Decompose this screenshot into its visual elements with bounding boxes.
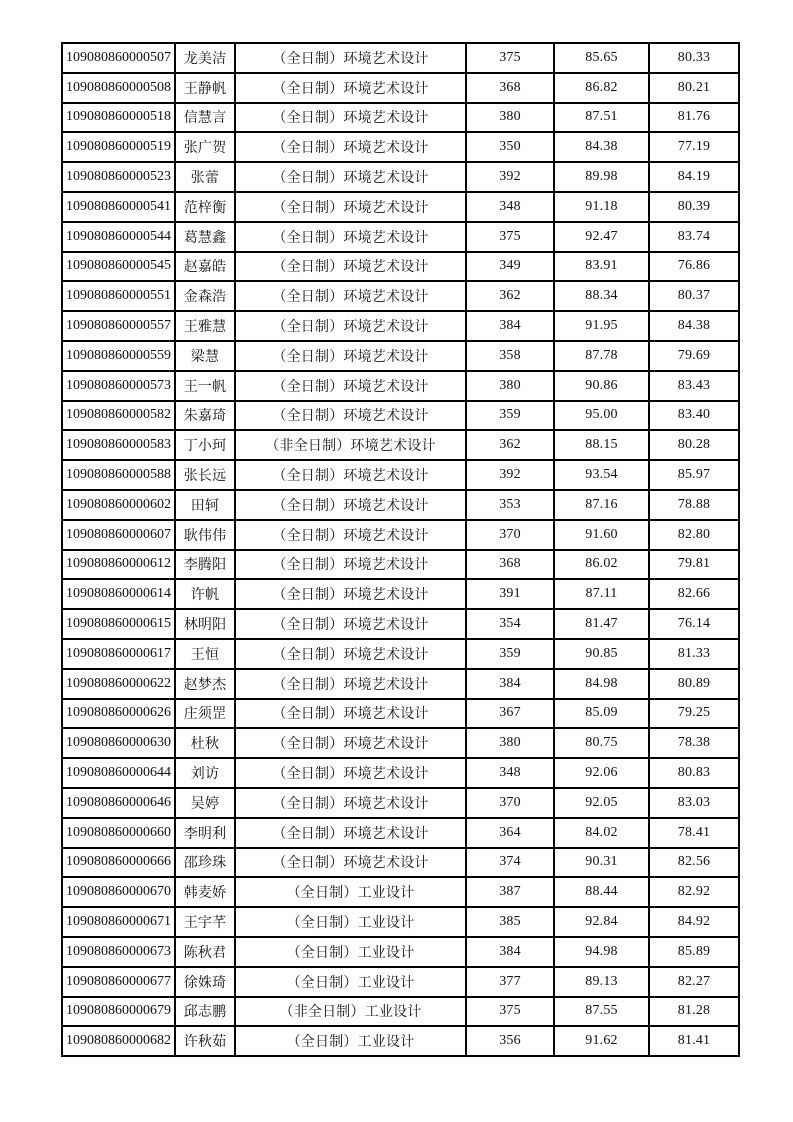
program-cell: （全日制）环境艺术设计 [235, 818, 466, 848]
initial-score-cell: 368 [466, 550, 554, 580]
composite-score-cell: 79.69 [649, 341, 739, 371]
initial-score-cell: 375 [466, 997, 554, 1027]
program-cell: （全日制）环境艺术设计 [235, 848, 466, 878]
program-cell: （全日制）环境艺术设计 [235, 460, 466, 490]
retest-score-cell: 87.11 [554, 579, 649, 609]
composite-score-cell: 79.81 [649, 550, 739, 580]
candidate-id-cell: 109080860000582 [62, 401, 175, 431]
table-row [62, 430, 739, 460]
program-cell: （全日制）环境艺术设计 [235, 222, 466, 252]
table-row [62, 490, 739, 520]
table-row [62, 669, 739, 699]
candidate-name-cell: 朱嘉琦 [175, 401, 235, 431]
table-row [62, 281, 739, 311]
candidate-name-cell: 林明阳 [175, 609, 235, 639]
initial-score-cell: 377 [466, 967, 554, 997]
candidate-name-cell: 丁小珂 [175, 430, 235, 460]
program-cell: （全日制）环境艺术设计 [235, 252, 466, 282]
retest-score-cell: 90.31 [554, 848, 649, 878]
composite-score-cell: 82.27 [649, 967, 739, 997]
candidate-id-cell: 109080860000557 [62, 311, 175, 341]
initial-score-cell: 370 [466, 520, 554, 550]
composite-score-cell: 81.33 [649, 639, 739, 669]
initial-score-cell: 375 [466, 222, 554, 252]
candidate-name-cell: 田轲 [175, 490, 235, 520]
program-cell: （全日制）环境艺术设计 [235, 371, 466, 401]
retest-score-cell: 91.95 [554, 311, 649, 341]
candidate-name-cell: 许秋茹 [175, 1026, 235, 1056]
retest-score-cell: 85.09 [554, 699, 649, 729]
table-row [62, 162, 739, 192]
program-cell: （全日制）环境艺术设计 [235, 311, 466, 341]
initial-score-cell: 392 [466, 162, 554, 192]
program-cell: （全日制）环境艺术设计 [235, 192, 466, 222]
candidate-name-cell: 吴婷 [175, 788, 235, 818]
retest-score-cell: 92.06 [554, 758, 649, 788]
retest-score-cell: 86.02 [554, 550, 649, 580]
table-row [62, 222, 739, 252]
retest-score-cell: 84.38 [554, 132, 649, 162]
composite-score-cell: 78.41 [649, 818, 739, 848]
retest-score-cell: 87.16 [554, 490, 649, 520]
initial-score-cell: 384 [466, 937, 554, 967]
program-cell: （全日制）环境艺术设计 [235, 609, 466, 639]
program-cell: （全日制）环境艺术设计 [235, 43, 466, 73]
retest-score-cell: 87.51 [554, 103, 649, 133]
candidate-id-cell: 109080860000615 [62, 609, 175, 639]
program-cell: （全日制）工业设计 [235, 907, 466, 937]
retest-score-cell: 83.91 [554, 252, 649, 282]
initial-score-cell: 370 [466, 788, 554, 818]
candidate-id-cell: 109080860000519 [62, 132, 175, 162]
candidate-name-cell: 张蕾 [175, 162, 235, 192]
candidate-name-cell: 葛慧鑫 [175, 222, 235, 252]
composite-score-cell: 81.41 [649, 1026, 739, 1056]
retest-score-cell: 94.98 [554, 937, 649, 967]
retest-score-cell: 84.98 [554, 669, 649, 699]
retest-score-cell: 91.60 [554, 520, 649, 550]
candidate-id-cell: 109080860000671 [62, 907, 175, 937]
initial-score-cell: 364 [466, 818, 554, 848]
table-row [62, 520, 739, 550]
initial-score-cell: 348 [466, 192, 554, 222]
candidate-name-cell: 赵梦杰 [175, 669, 235, 699]
initial-score-cell: 368 [466, 73, 554, 103]
table-row [62, 818, 739, 848]
initial-score-cell: 353 [466, 490, 554, 520]
composite-score-cell: 83.74 [649, 222, 739, 252]
retest-score-cell: 88.15 [554, 430, 649, 460]
table-row [62, 43, 739, 73]
candidate-id-cell: 109080860000544 [62, 222, 175, 252]
program-cell: （全日制）环境艺术设计 [235, 162, 466, 192]
candidate-id-cell: 109080860000614 [62, 579, 175, 609]
retest-score-cell: 91.62 [554, 1026, 649, 1056]
program-cell: （全日制）环境艺术设计 [235, 788, 466, 818]
candidate-id-cell: 109080860000677 [62, 967, 175, 997]
table-row [62, 550, 739, 580]
composite-score-cell: 82.66 [649, 579, 739, 609]
composite-score-cell: 80.39 [649, 192, 739, 222]
table-row [62, 609, 739, 639]
candidate-id-cell: 109080860000660 [62, 818, 175, 848]
program-cell: （全日制）环境艺术设计 [235, 669, 466, 699]
program-cell: （全日制）工业设计 [235, 937, 466, 967]
table-row [62, 848, 739, 878]
initial-score-cell: 387 [466, 877, 554, 907]
composite-score-cell: 82.92 [649, 877, 739, 907]
candidate-name-cell: 龙美洁 [175, 43, 235, 73]
retest-score-cell: 86.82 [554, 73, 649, 103]
table-row [62, 341, 739, 371]
candidate-id-cell: 109080860000518 [62, 103, 175, 133]
results-table-body [62, 43, 739, 1056]
table-row [62, 103, 739, 133]
program-cell: （全日制）环境艺术设计 [235, 550, 466, 580]
candidate-id-cell: 109080860000670 [62, 877, 175, 907]
table-row [62, 1026, 739, 1056]
candidate-name-cell: 李腾阳 [175, 550, 235, 580]
program-cell: （非全日制）工业设计 [235, 997, 466, 1027]
composite-score-cell: 83.03 [649, 788, 739, 818]
composite-score-cell: 76.14 [649, 609, 739, 639]
initial-score-cell: 359 [466, 639, 554, 669]
program-cell: （全日制）环境艺术设计 [235, 699, 466, 729]
retest-score-cell: 91.18 [554, 192, 649, 222]
composite-score-cell: 80.28 [649, 430, 739, 460]
initial-score-cell: 362 [466, 430, 554, 460]
program-cell: （全日制）环境艺术设计 [235, 341, 466, 371]
candidate-id-cell: 109080860000573 [62, 371, 175, 401]
initial-score-cell: 348 [466, 758, 554, 788]
program-cell: （全日制）环境艺术设计 [235, 73, 466, 103]
candidate-id-cell: 109080860000679 [62, 997, 175, 1027]
candidate-id-cell: 109080860000507 [62, 43, 175, 73]
program-cell: （全日制）环境艺术设计 [235, 728, 466, 758]
initial-score-cell: 391 [466, 579, 554, 609]
initial-score-cell: 362 [466, 281, 554, 311]
candidate-name-cell: 赵嘉皓 [175, 252, 235, 282]
program-cell: （全日制）环境艺术设计 [235, 281, 466, 311]
candidate-name-cell: 韩麦娇 [175, 877, 235, 907]
table-row [62, 699, 739, 729]
candidate-id-cell: 109080860000602 [62, 490, 175, 520]
initial-score-cell: 380 [466, 103, 554, 133]
composite-score-cell: 84.92 [649, 907, 739, 937]
candidate-name-cell: 邱志鹏 [175, 997, 235, 1027]
retest-score-cell: 90.86 [554, 371, 649, 401]
candidate-name-cell: 庄须罡 [175, 699, 235, 729]
composite-score-cell: 85.89 [649, 937, 739, 967]
retest-score-cell: 88.34 [554, 281, 649, 311]
initial-score-cell: 384 [466, 669, 554, 699]
candidate-id-cell: 109080860000617 [62, 639, 175, 669]
retest-score-cell: 92.84 [554, 907, 649, 937]
candidate-name-cell: 金森浩 [175, 281, 235, 311]
candidate-name-cell: 王一帆 [175, 371, 235, 401]
program-cell: （全日制）环境艺术设计 [235, 401, 466, 431]
program-cell: （全日制）环境艺术设计 [235, 132, 466, 162]
candidate-name-cell: 李明利 [175, 818, 235, 848]
initial-score-cell: 380 [466, 728, 554, 758]
candidate-id-cell: 109080860000626 [62, 699, 175, 729]
table-row [62, 401, 739, 431]
candidate-name-cell: 张长远 [175, 460, 235, 490]
retest-score-cell: 81.47 [554, 609, 649, 639]
program-cell: （全日制）环境艺术设计 [235, 639, 466, 669]
composite-score-cell: 82.56 [649, 848, 739, 878]
candidate-name-cell: 许帆 [175, 579, 235, 609]
composite-score-cell: 84.38 [649, 311, 739, 341]
candidate-name-cell: 王恒 [175, 639, 235, 669]
candidate-name-cell: 邵珍珠 [175, 848, 235, 878]
candidate-name-cell: 陈秋君 [175, 937, 235, 967]
composite-score-cell: 80.83 [649, 758, 739, 788]
candidate-id-cell: 109080860000551 [62, 281, 175, 311]
retest-score-cell: 95.00 [554, 401, 649, 431]
candidate-name-cell: 王雅慧 [175, 311, 235, 341]
candidate-name-cell: 范梓衡 [175, 192, 235, 222]
retest-score-cell: 80.75 [554, 728, 649, 758]
candidate-id-cell: 109080860000644 [62, 758, 175, 788]
admission-results-table [61, 42, 740, 1057]
table-row [62, 937, 739, 967]
candidate-id-cell: 109080860000612 [62, 550, 175, 580]
table-row [62, 907, 739, 937]
candidate-id-cell: 109080860000646 [62, 788, 175, 818]
composite-score-cell: 77.19 [649, 132, 739, 162]
program-cell: （全日制）环境艺术设计 [235, 103, 466, 133]
initial-score-cell: 384 [466, 311, 554, 341]
candidate-name-cell: 王宇芊 [175, 907, 235, 937]
retest-score-cell: 84.02 [554, 818, 649, 848]
initial-score-cell: 367 [466, 699, 554, 729]
table-row [62, 132, 739, 162]
candidate-id-cell: 109080860000523 [62, 162, 175, 192]
candidate-name-cell: 王静帆 [175, 73, 235, 103]
retest-score-cell: 88.44 [554, 877, 649, 907]
initial-score-cell: 358 [466, 341, 554, 371]
composite-score-cell: 83.40 [649, 401, 739, 431]
candidate-name-cell: 徐姝琦 [175, 967, 235, 997]
candidate-id-cell: 109080860000630 [62, 728, 175, 758]
retest-score-cell: 92.47 [554, 222, 649, 252]
candidate-id-cell: 109080860000666 [62, 848, 175, 878]
initial-score-cell: 359 [466, 401, 554, 431]
initial-score-cell: 374 [466, 848, 554, 878]
program-cell: （全日制）工业设计 [235, 877, 466, 907]
initial-score-cell: 350 [466, 132, 554, 162]
table-row [62, 311, 739, 341]
table-row [62, 460, 739, 490]
program-cell: （非全日制）环境艺术设计 [235, 430, 466, 460]
retest-score-cell: 90.85 [554, 639, 649, 669]
candidate-id-cell: 109080860000607 [62, 520, 175, 550]
candidate-id-cell: 109080860000541 [62, 192, 175, 222]
retest-score-cell: 87.55 [554, 997, 649, 1027]
candidate-name-cell: 耿伟伟 [175, 520, 235, 550]
candidate-id-cell: 109080860000508 [62, 73, 175, 103]
table-row [62, 252, 739, 282]
composite-score-cell: 81.76 [649, 103, 739, 133]
program-cell: （全日制）环境艺术设计 [235, 579, 466, 609]
table-row [62, 997, 739, 1027]
composite-score-cell: 80.37 [649, 281, 739, 311]
table-row [62, 192, 739, 222]
table-row [62, 967, 739, 997]
composite-score-cell: 78.38 [649, 728, 739, 758]
candidate-id-cell: 109080860000673 [62, 937, 175, 967]
initial-score-cell: 385 [466, 907, 554, 937]
candidate-id-cell: 109080860000622 [62, 669, 175, 699]
table-row [62, 788, 739, 818]
candidate-name-cell: 张广贺 [175, 132, 235, 162]
program-cell: （全日制）环境艺术设计 [235, 758, 466, 788]
candidate-name-cell: 梁慧 [175, 341, 235, 371]
candidate-name-cell: 信慧言 [175, 103, 235, 133]
composite-score-cell: 83.43 [649, 371, 739, 401]
table-row [62, 758, 739, 788]
composite-score-cell: 85.97 [649, 460, 739, 490]
program-cell: （全日制）环境艺术设计 [235, 520, 466, 550]
table-row [62, 728, 739, 758]
composite-score-cell: 82.80 [649, 520, 739, 550]
program-cell: （全日制）环境艺术设计 [235, 490, 466, 520]
composite-score-cell: 84.19 [649, 162, 739, 192]
candidate-id-cell: 109080860000559 [62, 341, 175, 371]
initial-score-cell: 392 [466, 460, 554, 490]
initial-score-cell: 354 [466, 609, 554, 639]
candidate-id-cell: 109080860000583 [62, 430, 175, 460]
composite-score-cell: 80.33 [649, 43, 739, 73]
table-row [62, 877, 739, 907]
composite-score-cell: 80.89 [649, 669, 739, 699]
table-row [62, 579, 739, 609]
retest-score-cell: 92.05 [554, 788, 649, 818]
composite-score-cell: 80.21 [649, 73, 739, 103]
retest-score-cell: 89.98 [554, 162, 649, 192]
retest-score-cell: 93.54 [554, 460, 649, 490]
initial-score-cell: 356 [466, 1026, 554, 1056]
table-row [62, 73, 739, 103]
table-row [62, 639, 739, 669]
table-row [62, 371, 739, 401]
composite-score-cell: 81.28 [649, 997, 739, 1027]
candidate-name-cell: 刘访 [175, 758, 235, 788]
composite-score-cell: 78.88 [649, 490, 739, 520]
candidate-name-cell: 杜秋 [175, 728, 235, 758]
initial-score-cell: 380 [466, 371, 554, 401]
candidate-id-cell: 109080860000682 [62, 1026, 175, 1056]
composite-score-cell: 76.86 [649, 252, 739, 282]
program-cell: （全日制）工业设计 [235, 1026, 466, 1056]
initial-score-cell: 349 [466, 252, 554, 282]
candidate-id-cell: 109080860000588 [62, 460, 175, 490]
initial-score-cell: 375 [466, 43, 554, 73]
program-cell: （全日制）工业设计 [235, 967, 466, 997]
retest-score-cell: 89.13 [554, 967, 649, 997]
composite-score-cell: 79.25 [649, 699, 739, 729]
retest-score-cell: 87.78 [554, 341, 649, 371]
retest-score-cell: 85.65 [554, 43, 649, 73]
candidate-id-cell: 109080860000545 [62, 252, 175, 282]
